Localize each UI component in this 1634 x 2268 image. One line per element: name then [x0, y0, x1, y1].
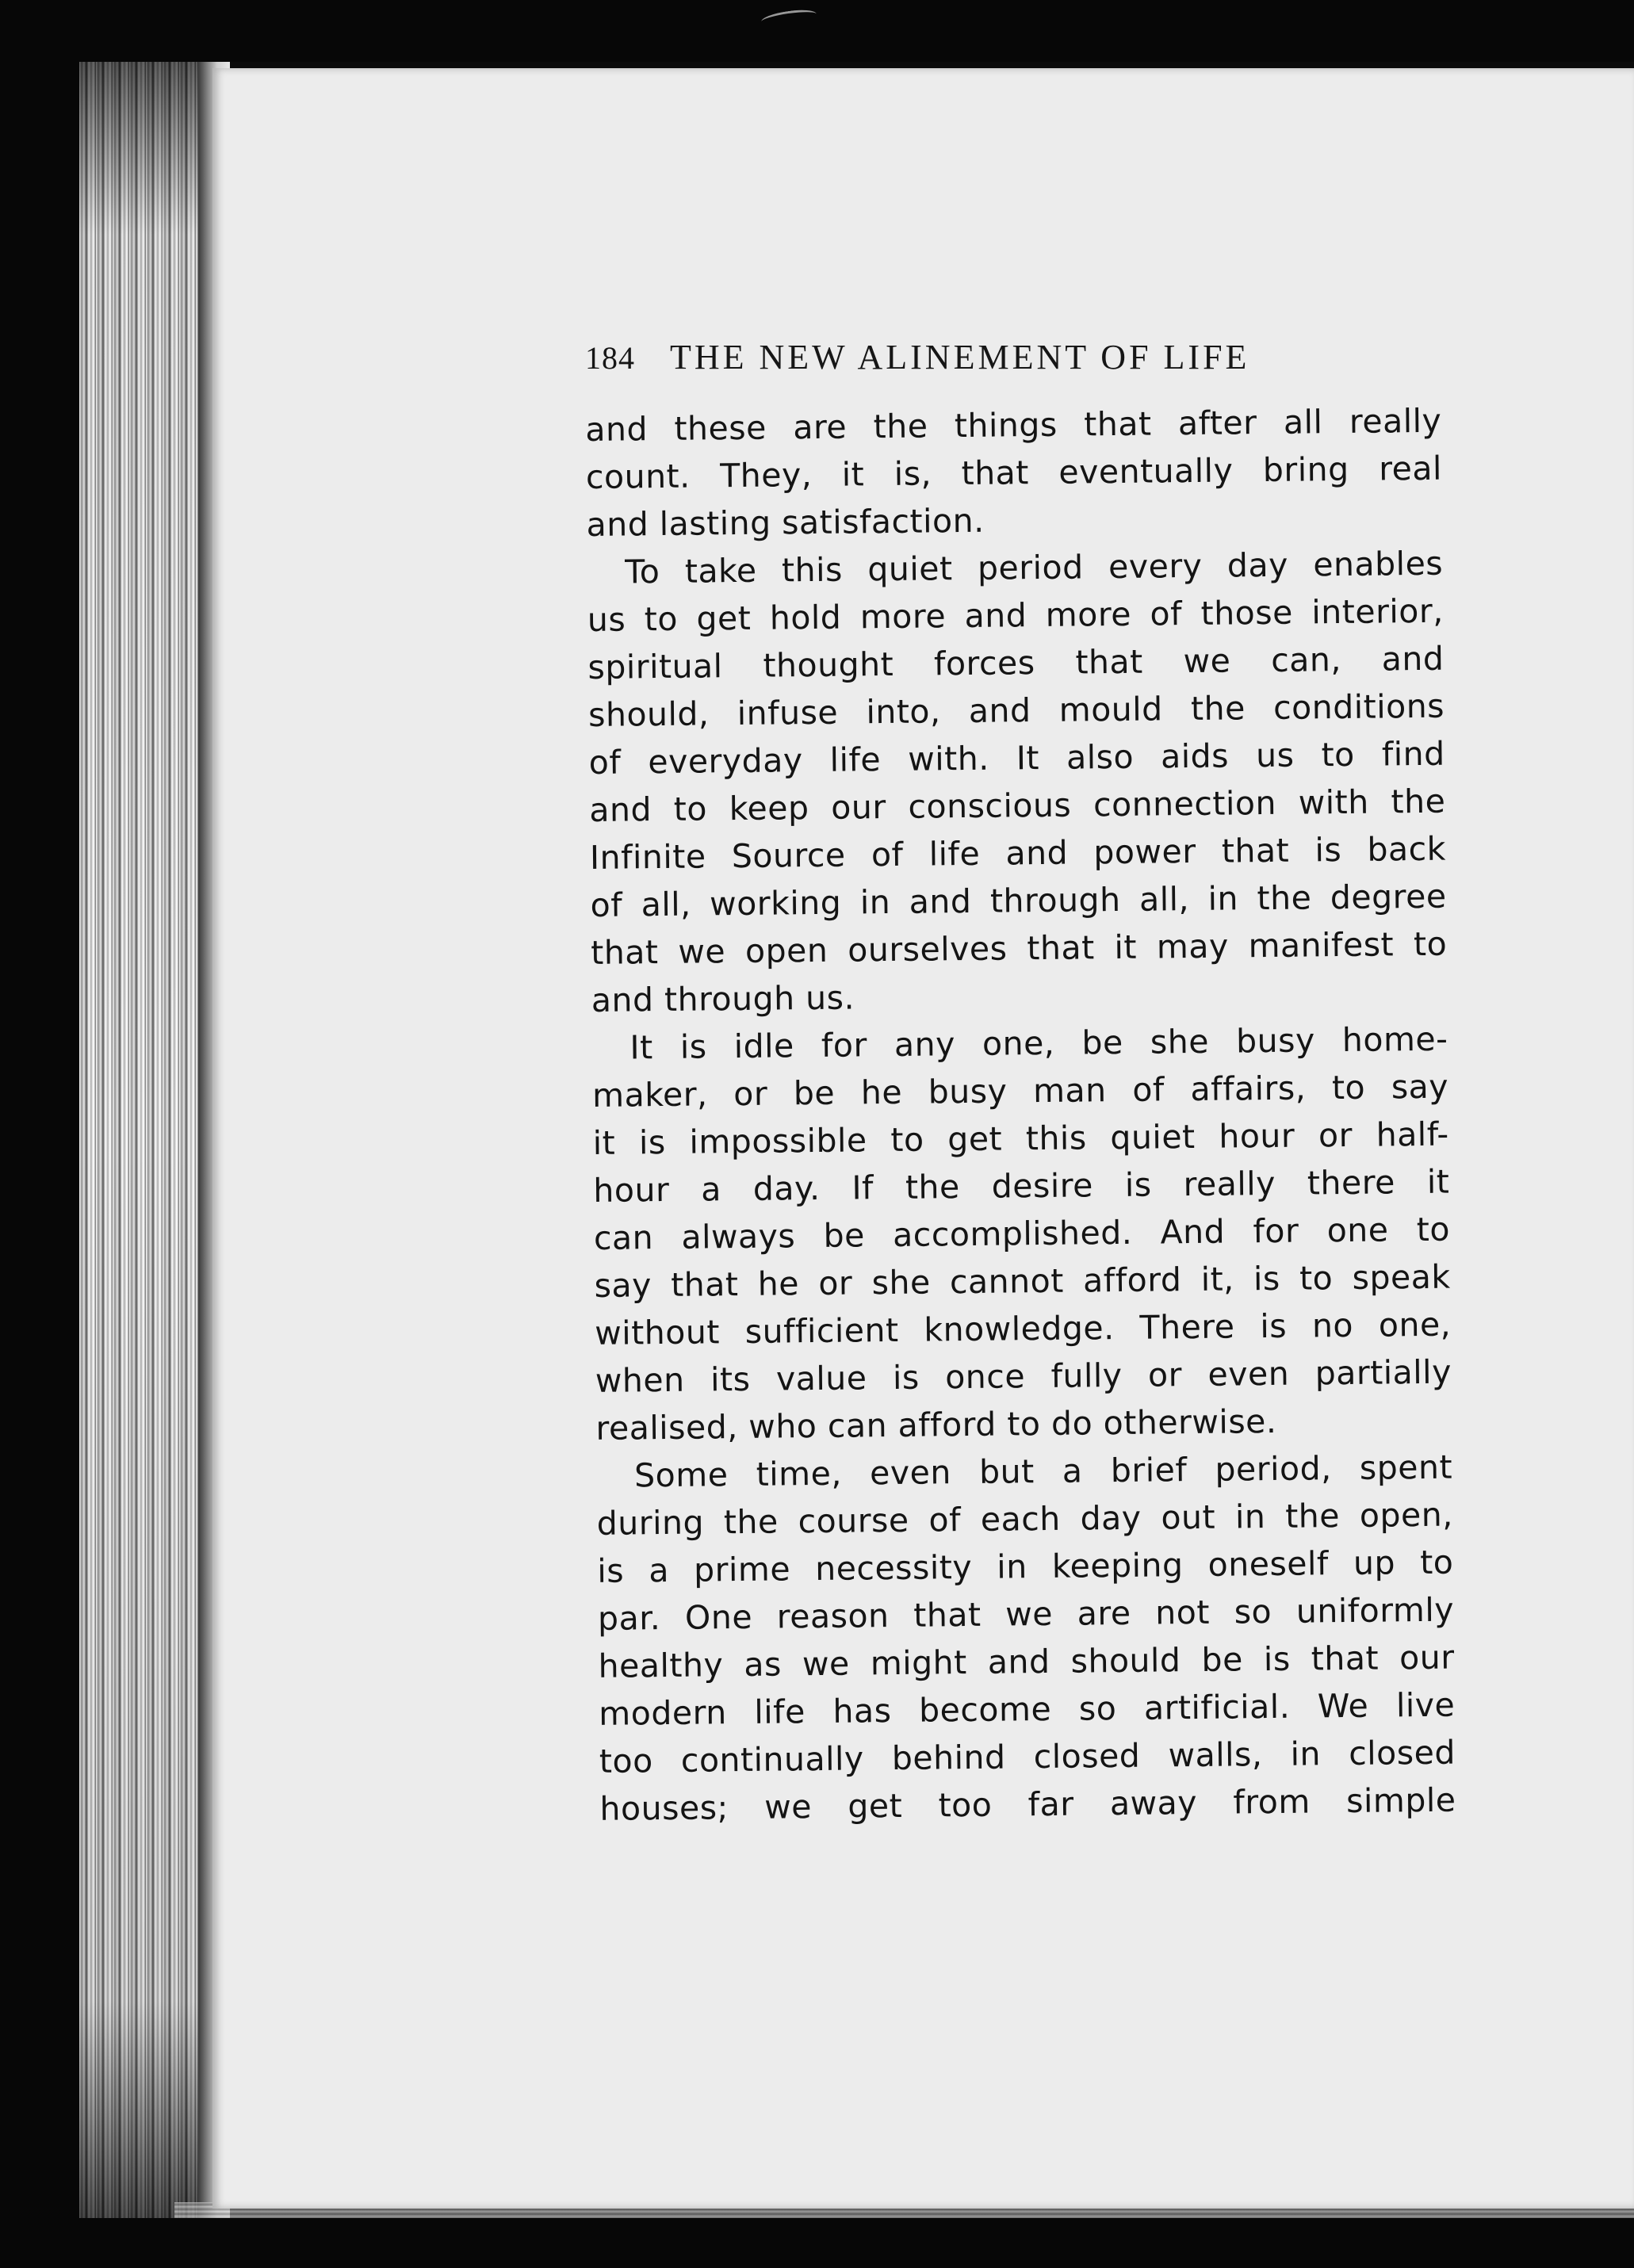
- text-line: us to get hold more and more of those interior,: [587, 591, 1445, 639]
- text-line: and these are the things that after all really: [585, 401, 1442, 449]
- running-head: [585, 337, 1425, 384]
- text-line: too continually behind closed walls, in closed: [599, 1733, 1456, 1780]
- text-line: hour a day. If the desire is really there it: [593, 1162, 1450, 1210]
- text-line: realised, who can afford to do otherwise.: [595, 1402, 1277, 1448]
- text-line: spiritual thought forces that we can, and: [587, 639, 1445, 687]
- text-line: should, infuse into, and mould the conditions: [587, 687, 1445, 734]
- text-line: can always be accomplished. And for one to: [593, 1210, 1451, 1257]
- text-line: of all, working in and through all, in the degree: [590, 877, 1447, 924]
- body-text: [585, 397, 1456, 1833]
- text-line: of everyday life with. It also aids us to find: [588, 734, 1445, 782]
- text-line: maker, or be he busy man of affairs, to say: [591, 1067, 1449, 1115]
- text-line: and through us.: [591, 978, 855, 1019]
- text-line: To take this quiet period every day enables: [624, 544, 1444, 591]
- text-line: Some time, even but a brief period, spent: [633, 1448, 1453, 1495]
- text-line: and lasting satisfaction.: [586, 501, 985, 544]
- text-line: houses; we get too far away from simple: [599, 1780, 1456, 1828]
- text-line: modern life has become so artificial. We live: [599, 1685, 1456, 1733]
- text-line: is a prime necessity in keeping oneself up to: [597, 1543, 1454, 1590]
- text-line: say that he or she cannot afford it, is to speak: [594, 1257, 1451, 1305]
- page-number: 184: [585, 340, 635, 376]
- text-line: it is impossible to get this quiet hour or half-: [592, 1115, 1449, 1162]
- text-line: Infinite Source of life and power that is back: [589, 829, 1447, 877]
- page-edges: [79, 62, 206, 2218]
- text-line: when its value is once fully or even partially: [595, 1352, 1452, 1400]
- text-line: and to keep our conscious connection with the: [589, 782, 1446, 829]
- text-line: It is idle for any one, be she busy home-: [629, 1019, 1448, 1067]
- text-line: par. One reason that we are not so uniformly: [597, 1590, 1455, 1638]
- text-line: during the course of each day out in the open,: [596, 1495, 1453, 1543]
- text-line: count. They, it is, that eventually bring real: [585, 449, 1443, 496]
- running-title: THE NEW ALINEMENT OF LIFE: [670, 338, 1250, 377]
- text-line: that we open ourselves that it may manifest to: [590, 924, 1448, 972]
- text-line: without sufficient knowledge. There is no one,: [595, 1305, 1452, 1352]
- scan-artifact: [760, 7, 817, 29]
- text-line: healthy as we might and should be is that our: [598, 1638, 1455, 1685]
